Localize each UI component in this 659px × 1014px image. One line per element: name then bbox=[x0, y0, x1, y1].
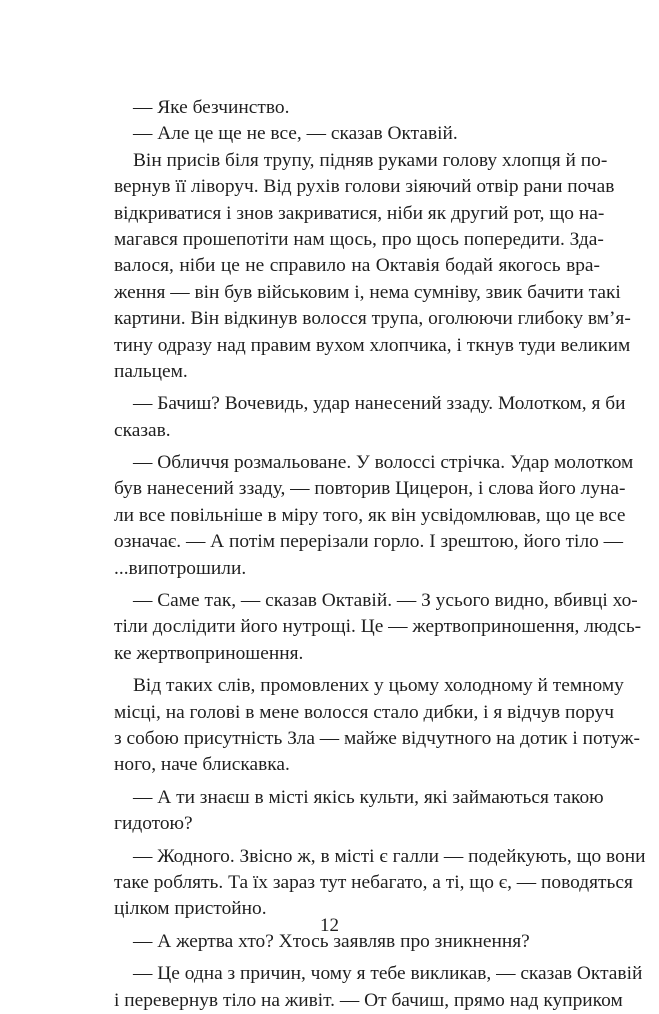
text-line: був нанесений ззаду, — повторив Цицерон, і слова його луна- bbox=[114, 478, 626, 500]
text-line: — А жертва хто? Хтось заявляв про зникнення? bbox=[133, 930, 530, 952]
text-line: тину одразу над правим вухом хлопчика, і ткнув туди великим bbox=[114, 334, 631, 356]
text-line: ного, наче блискавка. bbox=[114, 754, 290, 776]
text-line: — Саме так, — сказав Октавій. — З усього видно, вбивці хо- bbox=[133, 590, 638, 612]
text-line: означає. — А потім перерізали горло. І зрештою, його тіло — bbox=[114, 531, 624, 553]
text-line: і перевернув тіло на живіт. — От бачиш, прямо над куприком bbox=[114, 989, 623, 1011]
text-line: ке жертвоприношення. bbox=[114, 642, 304, 664]
text-line: ження — він був військовим і, нема сумніву, звик бачити такі bbox=[114, 281, 621, 303]
text-line: гидотою? bbox=[114, 813, 193, 835]
text-line: цілком пристойно. bbox=[114, 898, 267, 920]
text-line: тіли дослідити його нутрощі. Це — жертвоприношення, людсь- bbox=[114, 616, 642, 638]
text-line: — Яке безчинство. bbox=[133, 97, 290, 118]
page-text bbox=[114, 95, 646, 1014]
text-line: з собою присутність Зла — майже відчутного на дотик і потуж- bbox=[114, 727, 640, 749]
text-line: картини. Він відкинув волосся трупа, оголюючи глибоку вм’я- bbox=[114, 308, 631, 330]
text-line: магався прошепотіти нам щось, про щось попередити. Зда- bbox=[114, 228, 604, 250]
text-line: ...випотрошили. bbox=[114, 557, 247, 579]
page-number: 12 bbox=[320, 915, 339, 936]
text-line: — А ти знаєш в місті якісь культи, які займаються такою bbox=[133, 786, 604, 808]
text-line: Він присів біля трупу, підняв руками голову хлопця й по- bbox=[133, 149, 608, 171]
text-line: валося, ніби це не справило на Октавія бодай якогось вра- bbox=[114, 255, 600, 277]
text-line: — Але це ще не все, — сказав Октавій. bbox=[133, 123, 458, 145]
text-line: пальцем. bbox=[114, 360, 188, 382]
text-line: місці, на голові в мене волосся стало дибки, і я відчув поруч bbox=[114, 701, 614, 723]
text-line: ли все повільніше в міру того, як він усвідомлював, що це все bbox=[114, 504, 626, 526]
text-line: — Бачиш? Вочевидь, удар нанесений ззаду. Молотком, я би bbox=[133, 393, 626, 415]
text-line: — Це одна з причин, чому я тебе викликав, — сказав Октавій bbox=[133, 963, 643, 985]
text-line: — Жодного. Звісно ж, в місті є галли — подейкують, що вони bbox=[133, 845, 646, 867]
text-line: вернув її ліворуч. Від рухів голови зіяючий отвір рани почав bbox=[114, 176, 615, 198]
text-line: таке роблять. Та їх зараз тут небагато, а ті, що є, — поводяться bbox=[114, 871, 633, 893]
text-line: відкриватися і знов закриватися, ніби як другий рот, що на- bbox=[114, 202, 605, 224]
text-line: сказав. bbox=[114, 419, 171, 441]
text-line: Від таких слів, промовлених у цьому холодному й темному bbox=[133, 675, 624, 697]
text-line: — Обличчя розмальоване. У волоссі стрічка. Удар молотком bbox=[133, 452, 634, 474]
